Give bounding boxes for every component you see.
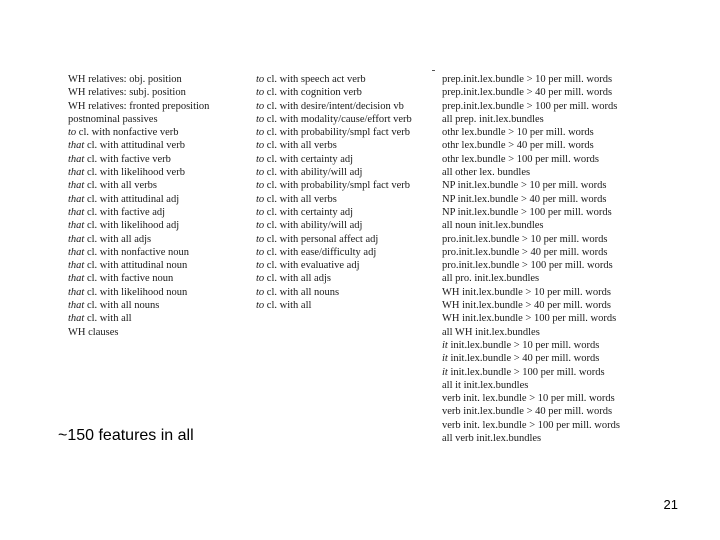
feature-item-text: cl. with evaluative adj	[264, 260, 360, 272]
feature-item-lead: to	[256, 153, 265, 165]
feature-item-text: prep.init.lex.bundle > 40 per mill. words	[442, 87, 613, 99]
feature-item	[442, 326, 664, 339]
feature-item-text: prep.init.lex.bundle > 100 per mill. words	[442, 100, 618, 112]
feature-item-lead: to	[256, 167, 265, 179]
feature-item-text: NP init.lex.bundle > 100 per mill. words	[442, 206, 612, 218]
feature-item	[68, 219, 248, 232]
feature-item	[256, 193, 434, 206]
feature-item-text: cl. with all nouns	[264, 286, 340, 298]
feature-item-lead: that	[68, 206, 85, 218]
feature-item	[442, 100, 664, 113]
feature-item-text: cl. with ability/will adj	[264, 167, 363, 179]
feature-item-lead: to	[256, 87, 265, 99]
feature-item-lead: it	[442, 353, 448, 365]
feature-item-lead: that	[68, 300, 85, 312]
feature-item-text: WH relatives: fronted preposition	[68, 100, 210, 112]
feature-item	[442, 153, 664, 166]
feature-item-text: init.lex.bundle > 40 per mill. words	[447, 353, 600, 365]
feature-item	[256, 286, 434, 299]
feature-item	[256, 166, 434, 179]
feature-item-lead: to	[256, 246, 265, 258]
feature-item-text: init.lex.bundle > 10 per mill. words	[447, 339, 600, 351]
feature-item-text: all noun init.lex.bundles	[442, 220, 544, 232]
feature-item-text: pro.init.lex.bundle > 10 per mill. words	[442, 233, 608, 245]
feature-item	[256, 139, 434, 152]
feature-item-text: cl. with all adjs	[264, 273, 331, 285]
feature-item-text: postnominal passives	[68, 113, 158, 125]
feature-item	[442, 233, 664, 246]
feature-item-lead: to	[256, 74, 265, 85]
feature-item	[256, 246, 434, 259]
feature-item	[442, 126, 664, 139]
feature-item-text: cl. with nonfactive noun	[84, 246, 190, 258]
feature-item-text: WH init.lex.bundle > 100 per mill. words	[442, 313, 617, 325]
feature-item	[442, 272, 664, 285]
feature-item-text: cl. with speech act verb	[264, 74, 366, 85]
feature-item-lead: that	[68, 193, 85, 205]
page-number: 21	[663, 497, 678, 512]
feature-item-lead: to	[256, 260, 265, 272]
feature-item-text: cl. with attitudinal adj	[84, 193, 180, 205]
feature-item	[256, 259, 434, 272]
feature-item-lead: to	[256, 233, 265, 245]
feature-list-column-1	[68, 73, 248, 339]
feature-item	[442, 113, 664, 126]
feature-item-lead: to	[256, 127, 265, 139]
feature-item-text: cl. with all verbs	[264, 193, 337, 205]
feature-item	[442, 432, 664, 445]
feature-item	[442, 206, 664, 219]
feature-count-summary: ~150 features in all	[58, 427, 194, 444]
feature-item	[256, 299, 434, 312]
feature-item	[442, 366, 664, 379]
feature-item-text: cl. with personal affect adj	[264, 233, 379, 245]
feature-item	[442, 259, 664, 272]
feature-item-lead: that	[68, 246, 85, 258]
feature-item-lead: to	[256, 193, 265, 205]
feature-item-lead: to	[256, 286, 265, 298]
feature-item-lead: to	[256, 220, 265, 232]
feature-item	[68, 299, 248, 312]
feature-item-text: all other lex. bundles	[442, 167, 531, 179]
feature-item-text: all prep. init.lex.bundles	[442, 113, 544, 125]
feature-item	[442, 352, 664, 365]
feature-item	[442, 166, 664, 179]
feature-item-text: cl. with desire/intent/decision vb	[264, 100, 404, 112]
feature-item-lead: that	[68, 233, 85, 245]
feature-item	[442, 379, 664, 392]
feature-item-text: othr lex.bundle > 100 per mill. words	[442, 153, 599, 165]
feature-item	[256, 206, 434, 219]
feature-item-lead: that	[68, 153, 85, 165]
feature-item-lead: that	[68, 273, 85, 285]
feature-item-text: cl. with factive adj	[84, 206, 166, 218]
feature-item-text: prep.init.lex.bundle > 10 per mill. words	[442, 74, 613, 85]
feature-item-lead: that	[68, 260, 85, 272]
feature-item-text: WH relatives: subj. position	[68, 87, 186, 99]
feature-item-lead: that	[68, 180, 85, 192]
feature-item-text: cl. with attitudinal noun	[84, 260, 188, 272]
feature-item-lead: to	[256, 140, 265, 152]
feature-item-lead: that	[68, 220, 85, 232]
feature-item-lead: to	[256, 206, 265, 218]
feature-item-lead: it	[442, 366, 448, 378]
feature-item	[256, 219, 434, 232]
feature-item-text: cl. with cognition verb	[264, 87, 362, 99]
feature-item-text: cl. with likelihood verb	[84, 167, 185, 179]
feature-item-text: cl. with all	[264, 300, 312, 312]
feature-item	[256, 153, 434, 166]
feature-item-text: cl. with likelihood adj	[84, 220, 180, 232]
feature-item	[256, 272, 434, 285]
feature-item-text: NP init.lex.bundle > 40 per mill. words	[442, 193, 607, 205]
feature-item-text: cl. with attitudinal verb	[84, 140, 185, 152]
feature-item	[68, 312, 248, 325]
feature-item-text: cl. with factive verb	[84, 153, 171, 165]
feature-item	[442, 286, 664, 299]
feature-item	[68, 326, 248, 339]
feature-item	[442, 139, 664, 152]
feature-item	[256, 113, 434, 126]
feature-item	[442, 419, 664, 432]
feature-item	[442, 339, 664, 352]
feature-list-column-3	[442, 73, 664, 445]
feature-item-lead: to	[68, 127, 77, 139]
feature-item-text: cl. with probability/smpl fact verb	[264, 127, 410, 139]
feature-item-text: cl. with certainty adj	[264, 206, 354, 218]
feature-item	[256, 86, 434, 99]
feature-item-text: cl. with ease/difficulty adj	[264, 246, 377, 258]
feature-item-text: pro.init.lex.bundle > 40 per mill. words	[442, 246, 608, 258]
feature-item-lead: that	[68, 140, 85, 152]
feature-item-text: cl. with all	[84, 313, 132, 325]
feature-item-text: verb init. lex.bundle > 100 per mill. words	[442, 419, 620, 431]
feature-item	[442, 86, 664, 99]
feature-item	[68, 233, 248, 246]
feature-item	[256, 126, 434, 139]
feature-item-text: init.lex.bundle > 100 per mill. words	[447, 366, 605, 378]
feature-item	[68, 259, 248, 272]
feature-item	[68, 179, 248, 192]
feature-item-lead: it	[442, 339, 448, 351]
feature-item	[442, 246, 664, 259]
feature-item-text: WH init.lex.bundle > 40 per mill. words	[442, 300, 611, 312]
feature-item-text: cl. with probability/smpl fact verb	[264, 180, 410, 192]
feature-item	[68, 166, 248, 179]
feature-item	[442, 405, 664, 418]
feature-item-text: cl. with all adjs	[84, 233, 152, 245]
stray-dash-mark	[432, 70, 435, 71]
feature-item-text: cl. with likelihood noun	[84, 286, 188, 298]
feature-item-lead: to	[256, 100, 265, 112]
feature-item-lead: to	[256, 300, 265, 312]
feature-item	[442, 219, 664, 232]
feature-item	[256, 73, 434, 86]
feature-item-text: WH init.lex.bundle > 10 per mill. words	[442, 286, 611, 298]
feature-item-text: othr lex.bundle > 40 per mill. words	[442, 140, 594, 152]
feature-item-text: all WH init.lex.bundles	[442, 326, 540, 338]
feature-item	[68, 246, 248, 259]
feature-item	[442, 73, 664, 86]
feature-item-text: cl. with ability/will adj	[264, 220, 363, 232]
feature-item-lead: that	[68, 167, 85, 179]
feature-item-text: cl. with nonfactive verb	[76, 127, 179, 139]
feature-item-text: cl. with modality/cause/effort verb	[264, 113, 412, 125]
feature-item	[442, 193, 664, 206]
feature-item-text: verb init. lex.bundle > 10 per mill. words	[442, 393, 615, 405]
feature-item	[442, 392, 664, 405]
feature-item	[256, 179, 434, 192]
feature-item	[68, 126, 248, 139]
feature-item	[442, 179, 664, 192]
feature-item-text: cl. with certainty adj	[264, 153, 354, 165]
feature-item	[68, 113, 248, 126]
feature-item	[68, 272, 248, 285]
feature-item	[442, 312, 664, 325]
feature-item-lead: to	[256, 180, 265, 192]
feature-item	[68, 206, 248, 219]
feature-item-lead: that	[68, 313, 85, 325]
feature-item	[68, 73, 248, 86]
feature-item	[68, 153, 248, 166]
feature-item	[68, 100, 248, 113]
feature-item-text: WH relatives: obj. position	[68, 74, 182, 85]
feature-item-text: cl. with all verbs	[264, 140, 337, 152]
feature-item	[68, 193, 248, 206]
feature-item-text: cl. with factive noun	[84, 273, 174, 285]
feature-item-text: cl. with all nouns	[84, 300, 160, 312]
feature-item-text: othr lex.bundle > 10 per mill. words	[442, 127, 594, 139]
feature-item-lead: to	[256, 273, 265, 285]
feature-item	[442, 299, 664, 312]
feature-item	[68, 286, 248, 299]
feature-item-text: cl. with all verbs	[84, 180, 157, 192]
feature-item	[68, 139, 248, 152]
feature-item	[256, 100, 434, 113]
feature-item-text: all pro. init.lex.bundles	[442, 273, 540, 285]
feature-item-text: all it init.lex.bundles	[442, 379, 529, 391]
feature-item	[256, 233, 434, 246]
feature-item-lead: to	[256, 113, 265, 125]
feature-item-lead: that	[68, 286, 85, 298]
feature-item	[68, 86, 248, 99]
feature-item-text: verb init.lex.bundle > 40 per mill. words	[442, 406, 613, 418]
feature-item-text: all verb init.lex.bundles	[442, 433, 542, 445]
feature-item-text: WH clauses	[68, 326, 119, 338]
feature-list-column-2	[256, 73, 434, 312]
feature-item-text: NP init.lex.bundle > 10 per mill. words	[442, 180, 607, 192]
feature-item-text: pro.init.lex.bundle > 100 per mill. words	[442, 260, 613, 272]
